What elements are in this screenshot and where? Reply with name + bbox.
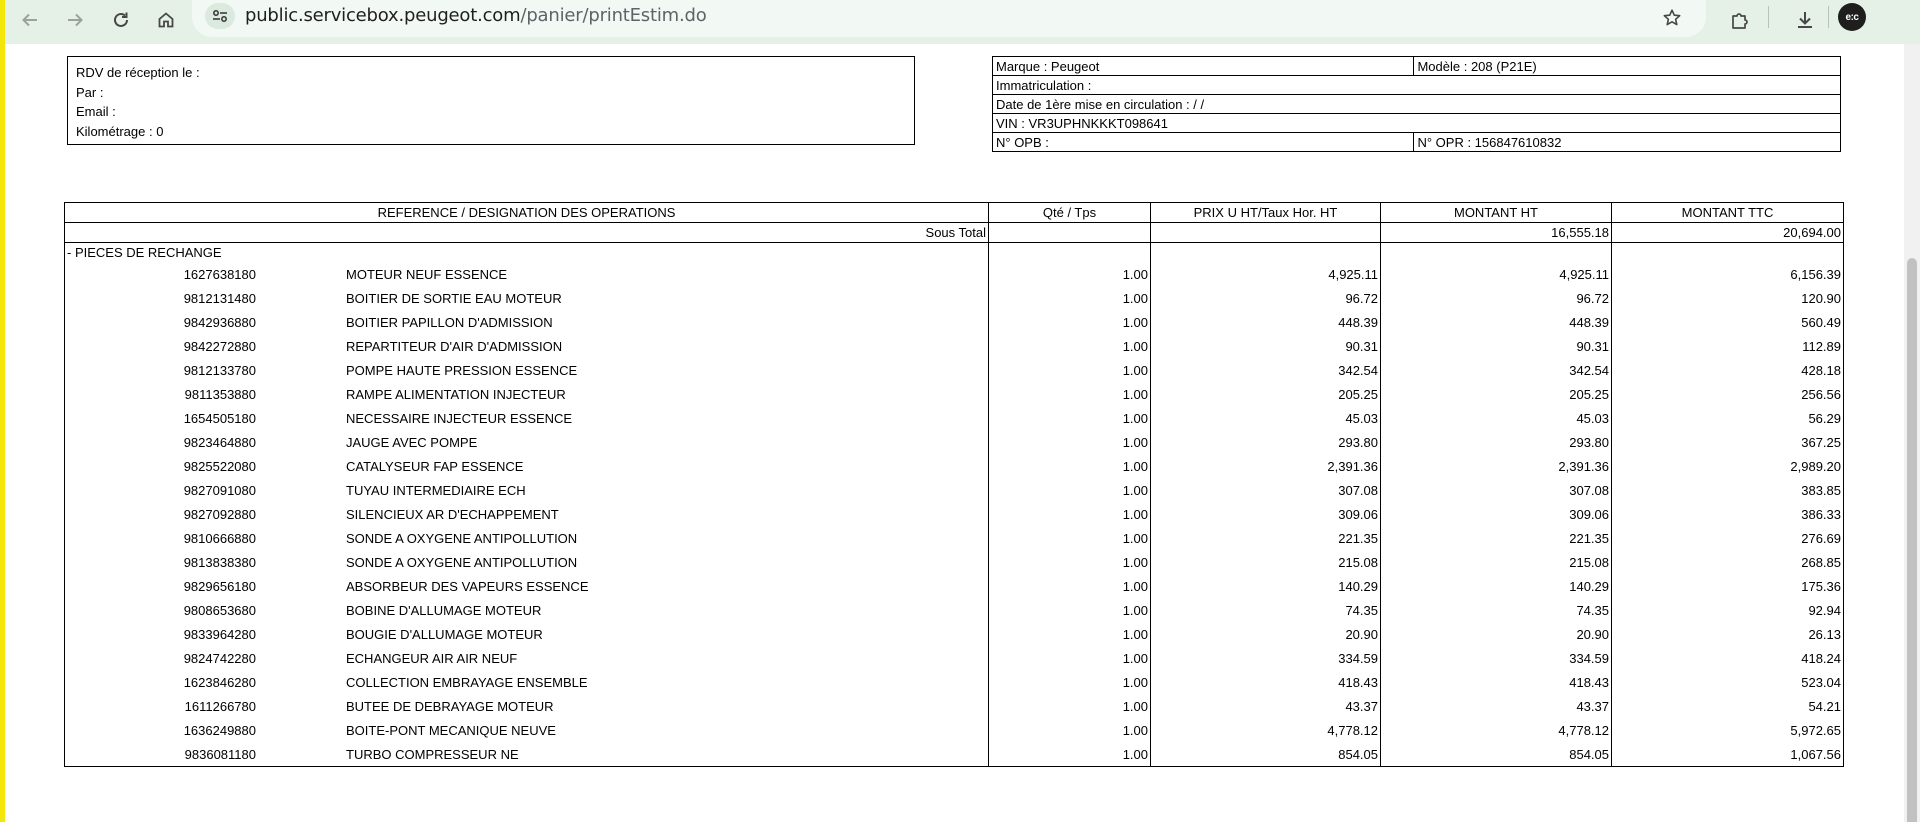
vehicle-marque: Marque : Peugeot bbox=[993, 57, 1414, 76]
part-amount-ttc: 6,156.39 bbox=[1612, 263, 1844, 287]
url-path: /panier/printEstim.do bbox=[520, 5, 707, 26]
subtotal-empty bbox=[1151, 223, 1381, 243]
part-reference: 9836081180 bbox=[184, 746, 256, 762]
part-cell bbox=[65, 743, 989, 767]
part-quantity: 1.00 bbox=[989, 671, 1151, 695]
header-qte: Qté / Tps bbox=[989, 203, 1151, 223]
part-quantity: 1.00 bbox=[989, 623, 1151, 647]
header-reference: REFERENCE / DESIGNATION DES OPERATIONS bbox=[65, 203, 989, 223]
part-cell bbox=[65, 455, 989, 479]
part-unit-price: 293.80 bbox=[1151, 431, 1381, 455]
part-unit-price: 20.90 bbox=[1151, 623, 1381, 647]
part-reference: 9827092880 bbox=[183, 507, 256, 522]
part-cell bbox=[65, 407, 989, 431]
part-amount-ht: 4,925.11 bbox=[1381, 263, 1612, 287]
part-designation: BOUGIE D'ALLUMAGE MOTEUR bbox=[346, 627, 543, 642]
rdv-par: Par : bbox=[76, 84, 104, 100]
part-designation: COLLECTION EMBRAYAGE ENSEMBLE bbox=[346, 675, 588, 690]
subtotal-label: Sous Total bbox=[65, 223, 989, 243]
part-amount-ht: 448.39 bbox=[1381, 311, 1612, 335]
part-amount-ttc: 256.56 bbox=[1612, 383, 1844, 407]
part-quantity: 1.00 bbox=[989, 263, 1151, 287]
part-quantity: 1.00 bbox=[989, 383, 1151, 407]
part-amount-ht: 74.35 bbox=[1381, 599, 1612, 623]
part-reference: 9823464880 bbox=[183, 435, 256, 450]
table-row bbox=[65, 407, 1844, 431]
part-cell bbox=[65, 359, 989, 383]
part-reference: 9827091080 bbox=[183, 483, 256, 498]
extensions-puzzle-icon[interactable] bbox=[1722, 2, 1758, 38]
part-amount-ttc: 276.69 bbox=[1612, 527, 1844, 551]
part-unit-price: 4,925.11 bbox=[1151, 263, 1381, 287]
part-unit-price: 140.29 bbox=[1151, 575, 1381, 599]
part-unit-price: 448.39 bbox=[1151, 311, 1381, 335]
part-quantity: 1.00 bbox=[989, 527, 1151, 551]
part-unit-price: 2,391.36 bbox=[1151, 455, 1381, 479]
part-designation: SILENCIEUX AR D'ECHAPPEMENT bbox=[346, 507, 559, 522]
part-reference: 1627638180 bbox=[183, 267, 256, 282]
part-designation: ABSORBEUR DES VAPEURS ESSENCE bbox=[346, 579, 589, 594]
section-row bbox=[65, 243, 1844, 263]
part-quantity: 1.00 bbox=[989, 335, 1151, 359]
part-designation: BOITE-PONT MECANIQUE NEUVE bbox=[346, 723, 556, 738]
part-reference: 1611266780 bbox=[184, 699, 256, 714]
part-amount-ht: 45.03 bbox=[1381, 407, 1612, 431]
part-amount-ttc: 92.94 bbox=[1612, 599, 1844, 623]
table-row bbox=[65, 287, 1844, 311]
part-designation: BOITIER DE SORTIE EAU MOTEUR bbox=[346, 291, 562, 306]
part-quantity: 1.00 bbox=[989, 311, 1151, 335]
subtotal-ht: 16,555.18 bbox=[1381, 223, 1612, 243]
header-montant-ht: MONTANT HT bbox=[1381, 203, 1612, 223]
table-row bbox=[65, 671, 1844, 695]
part-amount-ht: 418.43 bbox=[1381, 671, 1612, 695]
part-amount-ttc: 367.25 bbox=[1612, 431, 1844, 455]
vehicle-info-table bbox=[992, 56, 1841, 152]
part-cell bbox=[65, 335, 989, 359]
part-quantity: 1.00 bbox=[989, 695, 1151, 719]
url-host: public.servicebox.peugeot.com bbox=[245, 5, 521, 26]
operations-table bbox=[64, 202, 1844, 767]
part-cell bbox=[65, 263, 989, 287]
table-row bbox=[65, 527, 1844, 551]
part-reference: 9842936880 bbox=[183, 315, 256, 330]
table-row bbox=[65, 431, 1844, 455]
reload-icon[interactable] bbox=[103, 2, 139, 38]
part-amount-ttc: 2,989.20 bbox=[1612, 455, 1844, 479]
part-reference: 9824742280 bbox=[183, 651, 256, 666]
part-unit-price: 43.37 bbox=[1151, 695, 1381, 719]
part-designation: BOBINE D'ALLUMAGE MOTEUR bbox=[346, 603, 542, 618]
part-amount-ttc: 418.24 bbox=[1612, 647, 1844, 671]
table-row bbox=[65, 623, 1844, 647]
window-frame-edge bbox=[0, 0, 5, 822]
part-amount-ttc: 175.36 bbox=[1612, 575, 1844, 599]
part-designation: TURBO COMPRESSEUR NE bbox=[346, 746, 519, 762]
part-reference: 9810666880 bbox=[183, 531, 256, 546]
part-reference: 9812131480 bbox=[183, 291, 256, 306]
part-designation: MOTEUR NEUF ESSENCE bbox=[346, 267, 508, 282]
table-row bbox=[65, 695, 1844, 719]
url-text bbox=[245, 5, 707, 26]
part-unit-price: 307.08 bbox=[1151, 479, 1381, 503]
table-row bbox=[65, 743, 1844, 767]
vehicle-immatriculation: Immatriculation : bbox=[993, 76, 1841, 95]
part-cell bbox=[65, 551, 989, 575]
part-cell bbox=[65, 599, 989, 623]
rdv-kilometrage: Kilométrage : 0 bbox=[76, 123, 164, 139]
part-reference: 1636249880 bbox=[183, 723, 256, 738]
part-designation: REPARTITEUR D'AIR D'ADMISSION bbox=[346, 339, 563, 354]
part-unit-price: 45.03 bbox=[1151, 407, 1381, 431]
part-amount-ttc: 268.85 bbox=[1612, 551, 1844, 575]
part-quantity: 1.00 bbox=[989, 647, 1151, 671]
table-row bbox=[65, 503, 1844, 527]
part-reference: 9808653680 bbox=[183, 603, 256, 618]
table-row bbox=[65, 263, 1844, 287]
part-amount-ht: 4,778.12 bbox=[1381, 719, 1612, 743]
part-reference: 9811353880 bbox=[184, 387, 256, 402]
part-unit-price: 309.06 bbox=[1151, 503, 1381, 527]
part-amount-ht: 854.05 bbox=[1381, 743, 1612, 767]
part-amount-ttc: 26.13 bbox=[1612, 623, 1844, 647]
vehicle-vin: VIN : VR3UPHNKKKT098641 bbox=[993, 114, 1841, 133]
table-row bbox=[65, 335, 1844, 359]
part-quantity: 1.00 bbox=[989, 503, 1151, 527]
part-reference: 9825522080 bbox=[183, 459, 256, 474]
part-unit-price: 342.54 bbox=[1151, 359, 1381, 383]
part-quantity: 1.00 bbox=[989, 575, 1151, 599]
subtotal-empty bbox=[989, 223, 1151, 243]
download-icon[interactable] bbox=[1787, 2, 1823, 38]
part-cell bbox=[65, 527, 989, 551]
part-amount-ht: 293.80 bbox=[1381, 431, 1612, 455]
table-row bbox=[65, 383, 1844, 407]
bookmark-star-icon[interactable] bbox=[1658, 4, 1686, 32]
part-quantity: 1.00 bbox=[989, 479, 1151, 503]
scrollbar-thumb[interactable] bbox=[1907, 258, 1917, 822]
part-unit-price: 418.43 bbox=[1151, 671, 1381, 695]
part-amount-ht: 307.08 bbox=[1381, 479, 1612, 503]
address-bar[interactable] bbox=[192, 0, 1706, 37]
part-quantity: 1.00 bbox=[989, 599, 1151, 623]
part-cell bbox=[65, 719, 989, 743]
part-amount-ht: 342.54 bbox=[1381, 359, 1612, 383]
table-row bbox=[65, 719, 1844, 743]
part-cell bbox=[65, 623, 989, 647]
part-unit-price: 96.72 bbox=[1151, 287, 1381, 311]
part-unit-price: 854.05 bbox=[1151, 743, 1381, 767]
part-quantity: 1.00 bbox=[989, 743, 1151, 767]
part-amount-ht: 334.59 bbox=[1381, 647, 1612, 671]
table-row bbox=[65, 647, 1844, 671]
rdv-email: Email : bbox=[76, 104, 116, 119]
part-designation: TUYAU INTERMEDIAIRE ECH bbox=[346, 483, 526, 498]
rdv-date: RDV de réception le : bbox=[76, 65, 200, 80]
part-amount-ht: 221.35 bbox=[1381, 527, 1612, 551]
part-amount-ttc: 120.90 bbox=[1612, 287, 1844, 311]
part-designation: ECHANGEUR AIR AIR NEUF bbox=[346, 651, 518, 666]
site-info-icon[interactable] bbox=[205, 3, 235, 29]
part-quantity: 1.00 bbox=[989, 719, 1151, 743]
part-quantity: 1.00 bbox=[989, 287, 1151, 311]
part-designation: BUTEE DE DEBRAYAGE MOTEUR bbox=[346, 699, 554, 714]
part-quantity: 1.00 bbox=[989, 551, 1151, 575]
part-unit-price: 215.08 bbox=[1151, 551, 1381, 575]
header-montant-ttc: MONTANT TTC bbox=[1612, 203, 1844, 223]
part-amount-ht: 205.25 bbox=[1381, 383, 1612, 407]
part-cell bbox=[65, 575, 989, 599]
part-cell bbox=[65, 647, 989, 671]
part-amount-ht: 215.08 bbox=[1381, 551, 1612, 575]
page-scrollbar[interactable] bbox=[1904, 44, 1920, 822]
part-amount-ht: 2,391.36 bbox=[1381, 455, 1612, 479]
part-cell bbox=[65, 431, 989, 455]
table-row bbox=[65, 599, 1844, 623]
header-prix-u: PRIX U HT/Taux Hor. HT bbox=[1151, 203, 1381, 223]
toolbar-separator bbox=[1768, 6, 1769, 28]
part-amount-ht: 96.72 bbox=[1381, 287, 1612, 311]
part-designation: SONDE A OXYGENE ANTIPOLLUTION bbox=[346, 555, 578, 570]
part-cell bbox=[65, 671, 989, 695]
part-quantity: 1.00 bbox=[989, 455, 1151, 479]
part-designation: CATALYSEUR FAP ESSENCE bbox=[346, 459, 524, 474]
part-amount-ttc: 386.33 bbox=[1612, 503, 1844, 527]
table-row bbox=[65, 575, 1844, 599]
part-amount-ht: 309.06 bbox=[1381, 503, 1612, 527]
part-unit-price: 74.35 bbox=[1151, 599, 1381, 623]
part-reference: 9813838380 bbox=[183, 555, 256, 570]
vehicle-opr: N° OPR : 156847610832 bbox=[1414, 133, 1841, 152]
part-amount-ht: 43.37 bbox=[1381, 695, 1612, 719]
part-cell bbox=[65, 479, 989, 503]
vehicle-opb: N° OPB : bbox=[993, 133, 1414, 152]
part-cell bbox=[65, 695, 989, 719]
part-unit-price: 205.25 bbox=[1151, 383, 1381, 407]
table-row bbox=[65, 551, 1844, 575]
part-unit-price: 90.31 bbox=[1151, 335, 1381, 359]
part-quantity: 1.00 bbox=[989, 407, 1151, 431]
part-designation: RAMPE ALIMENTATION INJECTEUR bbox=[346, 387, 566, 402]
part-amount-ttc: 54.21 bbox=[1612, 695, 1844, 719]
forward-arrow-icon[interactable] bbox=[57, 2, 93, 38]
part-amount-ttc: 428.18 bbox=[1612, 359, 1844, 383]
part-amount-ht: 20.90 bbox=[1381, 623, 1612, 647]
part-unit-price: 4,778.12 bbox=[1151, 719, 1381, 743]
vehicle-modele: Modèle : 208 (P21E) bbox=[1414, 57, 1841, 76]
part-designation: SONDE A OXYGENE ANTIPOLLUTION bbox=[346, 531, 578, 546]
part-cell bbox=[65, 503, 989, 527]
part-reference: 9842272880 bbox=[183, 339, 256, 354]
section-label: - PIECES DE RECHANGE bbox=[65, 243, 989, 263]
home-icon[interactable] bbox=[148, 2, 184, 38]
toolbar-separator bbox=[1828, 6, 1829, 28]
part-cell bbox=[65, 383, 989, 407]
vehicle-date-circulation: Date de 1ère mise en circulation : / / bbox=[993, 95, 1841, 114]
back-arrow-icon[interactable] bbox=[12, 2, 48, 38]
part-cell bbox=[65, 311, 989, 335]
part-unit-price: 334.59 bbox=[1151, 647, 1381, 671]
table-header-row bbox=[65, 203, 1844, 223]
part-amount-ttc: 56.29 bbox=[1612, 407, 1844, 431]
part-designation: BOITIER PAPILLON D'ADMISSION bbox=[346, 315, 553, 330]
subtotal-row bbox=[65, 223, 1844, 243]
table-row bbox=[65, 311, 1844, 335]
part-amount-ttc: 5,972.65 bbox=[1612, 719, 1844, 743]
part-quantity: 1.00 bbox=[989, 359, 1151, 383]
part-amount-ht: 90.31 bbox=[1381, 335, 1612, 359]
part-designation: JAUGE AVEC POMPE bbox=[346, 435, 478, 450]
part-amount-ttc: 560.49 bbox=[1612, 311, 1844, 335]
part-amount-ttc: 1,067.56 bbox=[1612, 743, 1844, 767]
part-unit-price: 221.35 bbox=[1151, 527, 1381, 551]
part-amount-ttc: 523.04 bbox=[1612, 671, 1844, 695]
part-reference: 1654505180 bbox=[183, 411, 256, 426]
table-row bbox=[65, 359, 1844, 383]
part-quantity: 1.00 bbox=[989, 431, 1151, 455]
part-amount-ttc: 383.85 bbox=[1612, 479, 1844, 503]
browser-toolbar bbox=[0, 0, 1920, 44]
subtotal-ttc: 20,694.00 bbox=[1612, 223, 1844, 243]
part-reference: 1623846280 bbox=[183, 675, 256, 690]
part-amount-ttc: 112.89 bbox=[1612, 335, 1844, 359]
profile-avatar[interactable]: e:c bbox=[1838, 3, 1866, 31]
part-reference: 9829656180 bbox=[183, 579, 256, 594]
part-cell bbox=[65, 287, 989, 311]
table-row bbox=[65, 455, 1844, 479]
part-designation: NECESSAIRE INJECTEUR ESSENCE bbox=[346, 411, 573, 426]
part-designation: POMPE HAUTE PRESSION ESSENCE bbox=[346, 363, 578, 378]
reception-info-box bbox=[67, 56, 915, 145]
table-row bbox=[65, 479, 1844, 503]
part-reference: 9833964280 bbox=[183, 627, 256, 642]
part-reference: 9812133780 bbox=[183, 363, 256, 378]
part-amount-ht: 140.29 bbox=[1381, 575, 1612, 599]
